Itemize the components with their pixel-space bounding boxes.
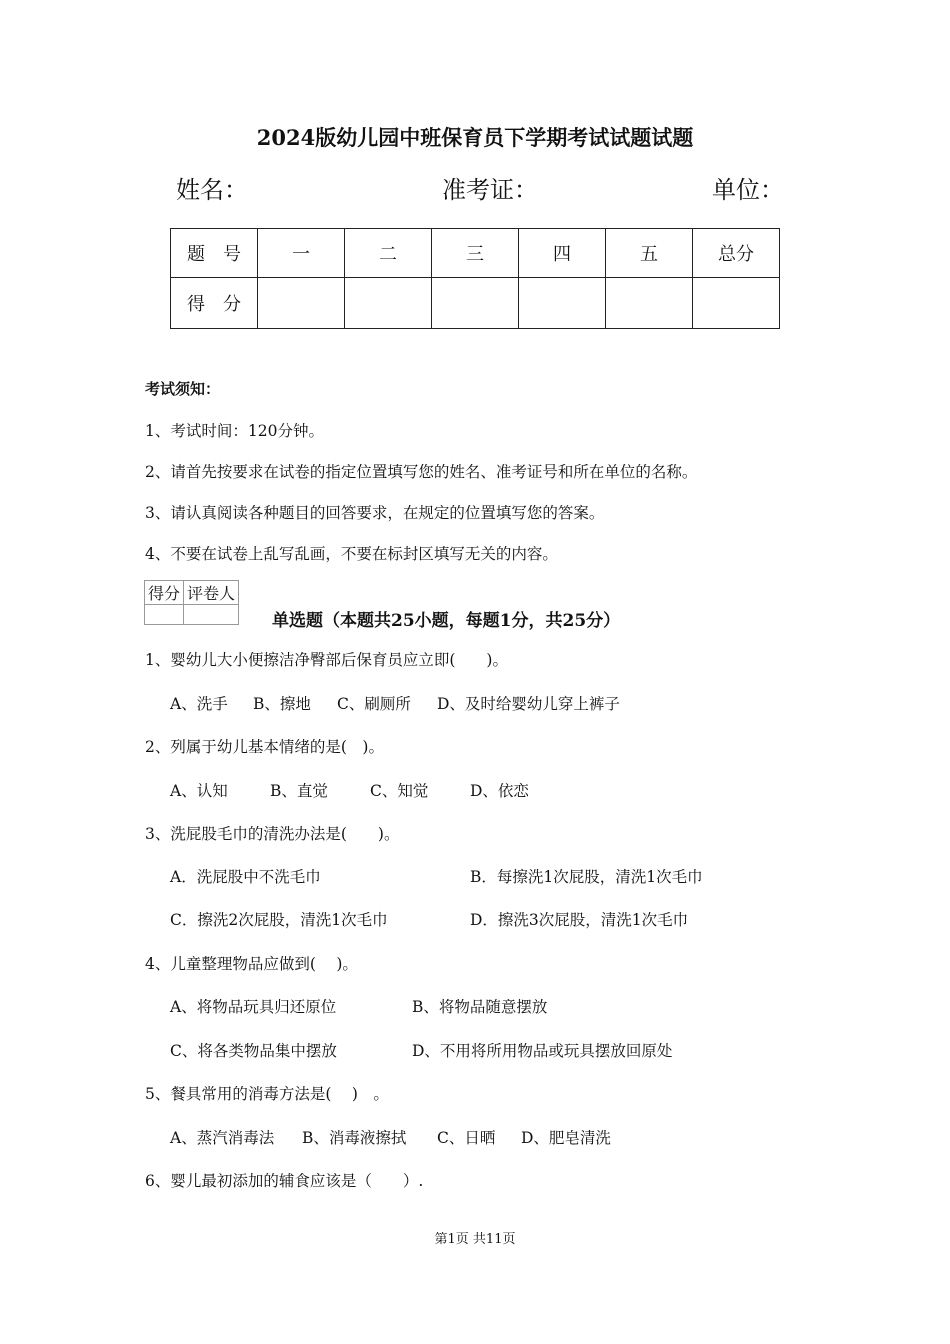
option: D、肥皂清洗 [521,1129,611,1147]
score-cell[interactable] [258,278,345,329]
score-header-cell: 一 [258,229,345,278]
grader-name-label: 评卷人 [184,581,239,605]
score-table [170,228,780,329]
option: B、将物品随意摆放 [412,998,548,1016]
option: A、蒸汽消毒法 [170,1129,275,1147]
name-field-label: 姓名： [176,176,248,204]
score-header-cell: 二 [345,229,432,278]
option: C、知觉 [370,782,429,800]
option: A、洗手 [170,695,228,713]
grader-box [144,580,239,625]
page-title: 2024版幼儿园中班保育员下学期考试试题试题 [256,125,694,150]
option: B、直觉 [270,782,328,800]
option: B、擦地 [253,695,311,713]
option: A．洗屁股中不洗毛巾 [170,868,321,886]
question-stem: 3、洗屁股毛巾的清洗办法是( )。 [145,825,400,843]
option: A、将物品玩具归还原位 [170,998,337,1016]
score-row-label: 得 分 [171,278,258,329]
grader-name-cell[interactable] [184,605,239,625]
score-header-cell: 总分 [693,229,780,278]
score-header-cell: 五 [606,229,693,278]
option: C、日晒 [437,1129,496,1147]
option: D、及时给婴幼儿穿上裤子 [437,695,620,713]
score-cell[interactable] [432,278,519,329]
notice-item: 2、请首先按要求在试卷的指定位置填写您的姓名、准考证号和所在单位的名称。 [145,463,698,481]
option: D．擦洗3次屁股，清洗1次毛巾 [470,911,689,929]
score-table-header-row [171,229,780,278]
option: D、不用将所用物品或玩具摆放回原处 [412,1042,673,1060]
ticket-field-label: 准考证： [442,176,538,204]
notice-item: 1、考试时间：120分钟。 [145,422,324,440]
question-stem: 6、婴儿最初添加的辅食应该是（ ）. [145,1172,424,1190]
score-cell[interactable] [606,278,693,329]
option: D、依恋 [470,782,529,800]
notice-heading: 考试须知： [145,380,221,398]
notice-item: 3、请认真阅读各种题目的回答要求，在规定的位置填写您的答案。 [145,504,605,522]
page-footer: 第1页 共11页 [434,1232,516,1247]
score-cell[interactable] [345,278,432,329]
section-heading: 单选题（本题共25小题，每题1分，共25分） [272,611,621,631]
option: B．每擦洗1次屁股，清洗1次毛巾 [470,868,703,886]
option: C、刷厕所 [337,695,411,713]
question-stem: 2、列属于幼儿基本情绪的是( )。 [145,738,384,756]
option: B、消毒液擦拭 [302,1129,407,1147]
option: A、认知 [170,782,228,800]
score-cell[interactable] [519,278,606,329]
option: C．擦洗2次屁股，清洗1次毛巾 [170,911,388,929]
question-stem: 5、餐具常用的消毒方法是( ) 。 [145,1085,389,1103]
grader-score-cell[interactable] [145,605,184,625]
grader-score-label: 得分 [145,581,184,605]
notice-item: 4、不要在试卷上乱写乱画，不要在标封区填写无关的内容。 [145,545,558,563]
score-header-cell: 三 [432,229,519,278]
option: C、将各类物品集中摆放 [170,1042,337,1060]
question-stem: 4、儿童整理物品应做到( )。 [145,955,358,973]
score-cell[interactable] [693,278,780,329]
unit-field-label: 单位： [712,176,784,204]
score-table-score-row [171,278,780,329]
score-header-cell: 四 [519,229,606,278]
question-stem: 1、婴幼儿大小便擦洁净臀部后保育员应立即( )。 [145,651,508,669]
score-header-cell: 题 号 [171,229,258,278]
